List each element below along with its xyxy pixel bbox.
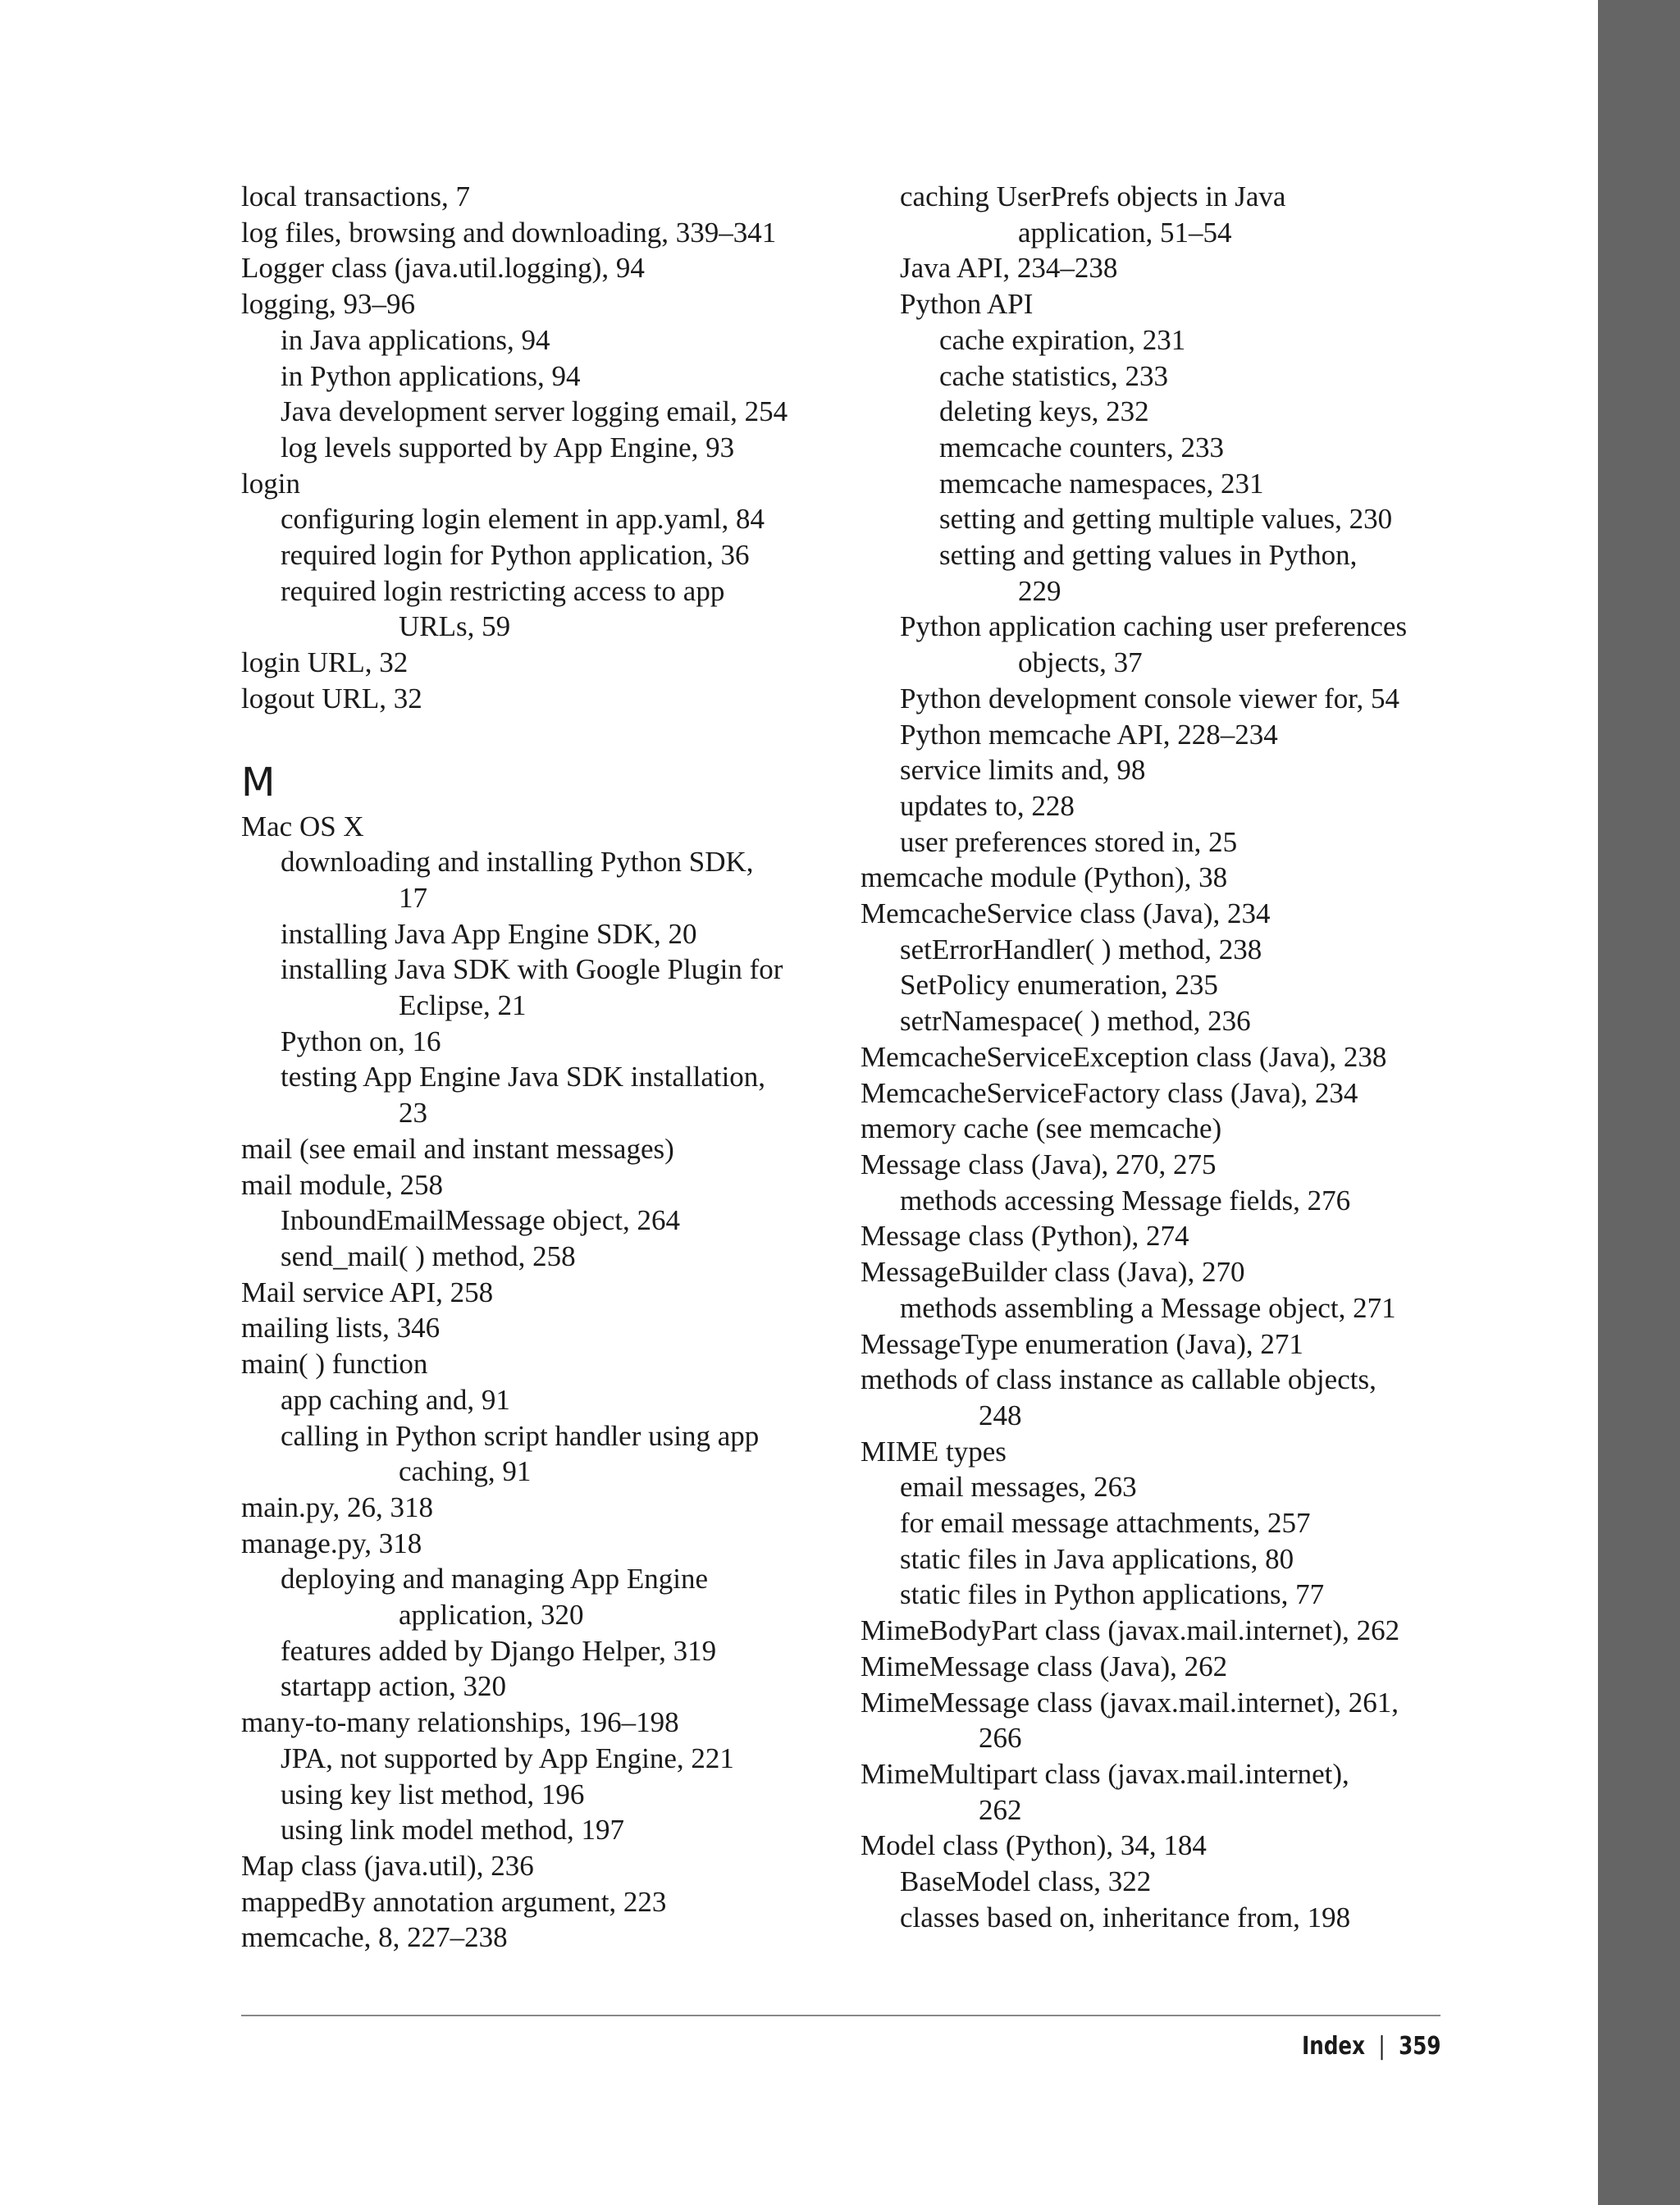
- index-subentry: using link model method, 197: [281, 1814, 625, 1847]
- index-entry: Mail service API, 258: [241, 1276, 494, 1308]
- index-subentry: Java API, 234–238: [900, 252, 1118, 285]
- index-column-right: [861, 179, 1468, 1935]
- index-entry: Map class (java.util), 236: [241, 1849, 534, 1882]
- index-subentry: updates to, 228: [900, 789, 1075, 822]
- index-subentry: 229: [1018, 574, 1061, 607]
- index-subentry: features added by Django Helper, 319: [281, 1634, 717, 1667]
- index-entry: MimeMessage class (Java), 262: [861, 1650, 1228, 1682]
- index-subentry: static files in Java applications, 80: [900, 1542, 1294, 1575]
- index-subentry: setErrorHandler( ) method, 238: [900, 933, 1262, 966]
- index-entry: MemcacheServiceException class (Java), 238: [861, 1040, 1387, 1073]
- index-subentry: testing App Engine Java SDK installation,: [281, 1061, 766, 1093]
- index-subentry: Java development server logging email, 254: [281, 395, 788, 428]
- index-subentry: using key list method, 196: [281, 1778, 585, 1810]
- section-letter-heading: M: [241, 759, 276, 806]
- index-subentry: email messages, 263: [900, 1471, 1137, 1504]
- index-subentry: app caching and, 91: [281, 1383, 510, 1416]
- index-subentry: Python on, 16: [281, 1025, 441, 1057]
- index-subentry: 248: [979, 1399, 1022, 1431]
- index-entry: logging, 93–96: [241, 288, 415, 321]
- index-subentry: application, 320: [399, 1599, 584, 1632]
- page-number: 359: [1398, 2032, 1440, 2061]
- index-subentry: 23: [399, 1097, 427, 1130]
- index-entry: memcache, 8, 227–238: [241, 1921, 508, 1954]
- index-subentry: installing Java SDK with Google Plugin for: [281, 953, 783, 986]
- index-entry: main.py, 26, 318: [241, 1491, 433, 1523]
- index-entry: Mac OS X: [241, 810, 364, 842]
- index-entry: MemcacheServiceFactory class (Java), 234: [861, 1076, 1358, 1109]
- index-subentry: caching UserPrefs objects in Java: [900, 180, 1286, 212]
- index-subentry: send_mail( ) method, 258: [281, 1239, 576, 1272]
- index-subentry: required login restricting access to app: [281, 574, 725, 607]
- index-entry: MessageBuilder class (Java), 270: [861, 1256, 1245, 1289]
- index-subentry: Python API: [900, 288, 1034, 321]
- index-entry: many-to-many relationships, 196–198: [241, 1706, 679, 1739]
- index-subentry: cache statistics, 233: [939, 359, 1168, 392]
- index-subentry: deploying and managing App Engine: [281, 1563, 709, 1596]
- index-subentry: 266: [979, 1722, 1022, 1755]
- index-subentry: service limits and, 98: [900, 754, 1146, 787]
- footer-rule: [241, 2015, 1440, 2016]
- index-entry: login: [241, 467, 300, 500]
- index-subentry: log levels supported by App Engine, 93: [281, 431, 735, 463]
- index-subentry: for email message attachments, 257: [900, 1507, 1311, 1540]
- page-footer: [1302, 2026, 1440, 2067]
- index-subentry: in Python applications, 94: [281, 359, 581, 392]
- index-subentry: setting and getting multiple values, 230: [939, 503, 1393, 536]
- thumb-index-tab: [1598, 0, 1680, 2205]
- index-entry: login URL, 32: [241, 646, 409, 679]
- index-entry: Message class (Java), 270, 275: [861, 1148, 1217, 1180]
- index-subentry: 262: [979, 1793, 1022, 1826]
- index-subentry: Python application caching user preferences: [900, 610, 1408, 643]
- index-entry: manage.py, 318: [241, 1527, 422, 1559]
- index-entry: local transactions, 7: [241, 180, 470, 212]
- index-subentry: cache expiration, 231: [939, 323, 1186, 356]
- index-subentry: installing Java App Engine SDK, 20: [281, 917, 697, 950]
- index-subentry: caching, 91: [399, 1455, 532, 1488]
- index-subentry: downloading and installing Python SDK,: [281, 846, 754, 879]
- index-subentry: methods assembling a Message object, 271: [900, 1291, 1396, 1324]
- index-subentry: memcache namespaces, 231: [939, 467, 1264, 500]
- index-entry: MimeMessage class (javax.mail.internet), 261,: [861, 1686, 1399, 1719]
- index-entry: memory cache (see memcache): [861, 1112, 1222, 1145]
- index-entry: Message class (Python), 274: [861, 1220, 1189, 1253]
- index-subentry: classes based on, inheritance from, 198: [900, 1901, 1351, 1933]
- index-entry: Model class (Python), 34, 184: [861, 1829, 1207, 1862]
- index-subentry: user preferences stored in, 25: [900, 825, 1238, 858]
- index-subentry: application, 51–54: [1018, 216, 1232, 249]
- index-entry: mailing lists, 346: [241, 1312, 441, 1344]
- index-subentry: InboundEmailMessage object, 264: [281, 1204, 680, 1237]
- index-subentry: Python development console viewer for, 54: [900, 682, 1400, 714]
- footer-separator: |: [1377, 2032, 1386, 2061]
- index-entry: methods of class instance as callable objects,: [861, 1363, 1376, 1396]
- footer-section-label: Index: [1301, 2032, 1365, 2061]
- index-subentry: required login for Python application, 36: [281, 539, 750, 572]
- index-entry: mail (see email and instant messages): [241, 1132, 674, 1165]
- index-subentry: setting and getting values in Python,: [939, 539, 1358, 572]
- index-subentry: 17: [399, 881, 427, 914]
- index-subentry: setrNamespace( ) method, 236: [900, 1005, 1251, 1038]
- index-entry: MemcacheService class (Java), 234: [861, 897, 1271, 930]
- index-entry: MimeBodyPart class (javax.mail.internet), 262: [861, 1614, 1400, 1647]
- index-subentry: methods accessing Message fields, 276: [900, 1184, 1351, 1217]
- index-entry: MIME types: [861, 1435, 1007, 1468]
- index-subentry: configuring login element in app.yaml, 84: [281, 503, 765, 536]
- index-entry: log files, browsing and downloading, 339–341: [241, 216, 777, 249]
- index-entry: Logger class (java.util.logging), 94: [241, 252, 645, 285]
- index-subentry: BaseModel class, 322: [900, 1865, 1152, 1898]
- index-entry: logout URL, 32: [241, 682, 422, 714]
- index-subentry: URLs, 59: [399, 610, 511, 643]
- index-entry: mappedBy annotation argument, 223: [241, 1885, 667, 1918]
- index-subentry: Eclipse, 21: [399, 989, 527, 1022]
- index-subentry: calling in Python script handler using app: [281, 1419, 760, 1452]
- index-subentry: startapp action, 320: [281, 1670, 507, 1703]
- index-entry: MessageType enumeration (Java), 271: [861, 1327, 1303, 1360]
- index-subentry: objects, 37: [1018, 646, 1143, 679]
- index-entry: MimeMultipart class (javax.mail.internet),: [861, 1757, 1349, 1790]
- index-entry: main( ) function: [241, 1348, 428, 1381]
- index-subentry: SetPolicy enumeration, 235: [900, 969, 1218, 1002]
- index-entry: memcache module (Python), 38: [861, 861, 1228, 894]
- index-entry: mail module, 258: [241, 1168, 443, 1201]
- index-subentry: memcache counters, 233: [939, 431, 1224, 463]
- index-subentry: JPA, not supported by App Engine, 221: [281, 1742, 734, 1774]
- index-column-left: [241, 179, 848, 1956]
- index-subentry: static files in Python applications, 77: [900, 1578, 1325, 1611]
- index-subentry: in Java applications, 94: [281, 323, 550, 356]
- index-subentry: deleting keys, 232: [939, 395, 1149, 428]
- index-subentry: Python memcache API, 228–234: [900, 718, 1278, 751]
